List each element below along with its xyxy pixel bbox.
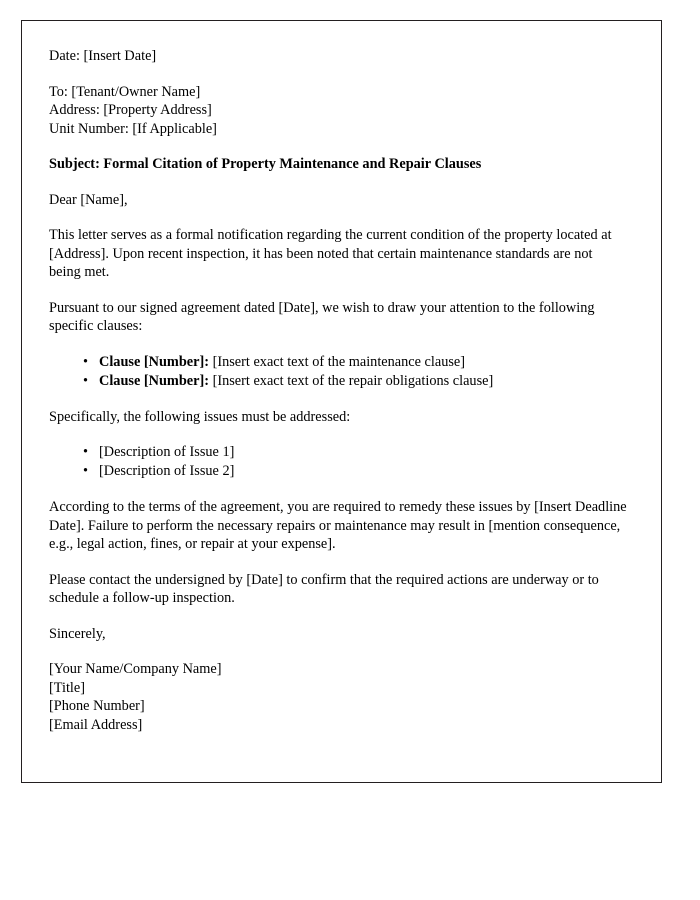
recipient-line-unit-number: Unit Number: [If Applicable] <box>49 120 217 137</box>
clause-text: [Insert exact text of the repair obligations clause] <box>212 372 494 389</box>
paragraph-pursuant: Pursuant to our signed agreement dated [Date], we wish to draw your attention to the following specific clauses: <box>49 299 595 334</box>
clause-label: Clause [Number]: <box>99 372 209 389</box>
signature-block <box>49 660 627 734</box>
issue-list <box>49 443 627 481</box>
date-block <box>49 47 627 66</box>
signature-line-name: [Your Name/Company Name] <box>49 661 222 677</box>
subject-line: Subject: Formal Citation of Property Maintenance and Repair Clauses <box>49 156 482 172</box>
bullet-icon: • <box>83 463 89 479</box>
list-item <box>83 462 627 481</box>
list-item <box>83 353 627 372</box>
signature-line-email: [Email Address] <box>49 716 143 733</box>
letter-body <box>22 21 661 734</box>
paragraph-specifically: Specifically, the following issues must be addressed: <box>49 408 351 425</box>
list-item <box>83 443 627 462</box>
salutation: Dear [Name], <box>49 191 128 208</box>
date-line: Date: [Insert Date] <box>49 48 157 64</box>
signature-line-title: [Title] <box>49 679 86 696</box>
document-page-border <box>21 20 662 783</box>
bullet-icon: • <box>83 372 89 389</box>
list-item <box>83 372 627 391</box>
paragraph-notification: This letter serves as a formal notification regarding the current condition of the property located at [Address]. Upon recent inspection, it has been noted that certain maintenance standards are not being met. <box>49 227 612 280</box>
issue-text: [Description of Issue 1] <box>99 444 235 460</box>
recipient-block <box>49 83 627 139</box>
recipient-line-address: Address: [Property Address] <box>49 102 212 118</box>
bullet-icon: • <box>83 353 89 370</box>
signoff: Sincerely, <box>49 625 106 642</box>
clause-text: [Insert exact text of the maintenance clause] <box>212 353 466 370</box>
recipient-line-to: To: [Tenant/Owner Name] <box>49 83 201 100</box>
paragraph-deadline: According to the terms of the agreement, you are required to remedy these issues by [Insert Deadline Date]. Failure to perform the necessary repairs or maintenance may result in [mention consequence, e.g., legal action, fines, or repair at your expense]. <box>49 499 627 552</box>
issue-text: [Description of Issue 2] <box>99 463 235 479</box>
signature-line-phone: [Phone Number] <box>49 698 145 714</box>
bullet-icon: • <box>83 444 89 460</box>
clause-label: Clause [Number]: <box>99 353 209 370</box>
clause-list <box>49 353 627 391</box>
paragraph-contact: Please contact the undersigned by [Date] to confirm that the required actions are underway or to schedule a follow-up inspection. <box>49 571 599 606</box>
